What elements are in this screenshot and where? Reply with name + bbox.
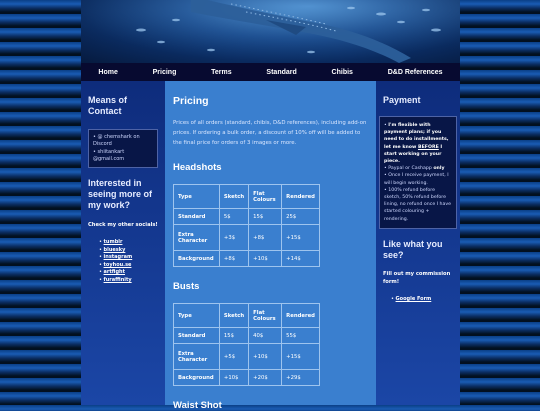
price-cell: +10$ [249, 344, 282, 370]
row-label: Background [174, 251, 220, 267]
price-cell: 40$ [249, 328, 282, 344]
price-cell: +15$ [282, 225, 320, 251]
list-item [99, 269, 158, 277]
busts-title: Busts [173, 281, 200, 292]
contact-box [88, 129, 158, 168]
table-row [174, 209, 320, 225]
price-cell: +20$ [249, 370, 282, 386]
contact-discord: • @ chemshark on Discord [93, 134, 153, 149]
form-links [379, 296, 457, 304]
link-tumblr[interactable]: tumblr [103, 239, 123, 246]
waist-shot-title: Waist Shot [173, 400, 222, 411]
price-cell: +10$ [219, 370, 248, 386]
header-sketch: Sketch [219, 304, 248, 328]
list-item [99, 277, 158, 285]
interested-title: Interested in seeing more of my work? [88, 178, 153, 211]
price-cell: +10$ [249, 251, 282, 267]
table-row [174, 328, 320, 344]
payment-before: BEFORE [418, 144, 439, 150]
header-type: Type [174, 304, 220, 328]
row-label: Extra Character [174, 344, 220, 370]
nav-pricing[interactable]: Pricing [152, 68, 177, 76]
list-item [99, 254, 158, 262]
nav-chibis[interactable]: Chibis [331, 68, 353, 76]
link-google-form[interactable]: Google Form [395, 295, 432, 302]
nav-standard[interactable]: Standard [266, 68, 297, 76]
header-rendered: Rendered [282, 185, 320, 209]
table-header-row [174, 304, 320, 328]
whale-shark-illustration [81, 0, 460, 63]
link-artfight[interactable]: artfight [103, 269, 126, 276]
header-flat-colours: Flat Colours [249, 304, 282, 328]
page-title: Pricing [173, 95, 209, 107]
contact-email: • shiitankart @gmail.com [93, 149, 153, 164]
fill-out-text: Fill out my commission form! [383, 270, 451, 285]
header-type: Type [174, 185, 220, 209]
payment-paypal-only: only [433, 166, 445, 172]
row-label: Background [174, 370, 220, 386]
means-of-contact-title: Means of Contact [88, 95, 128, 116]
nav-dnd-references[interactable]: D&D References [387, 68, 443, 76]
price-cell: +5$ [219, 344, 248, 370]
table-row [174, 344, 320, 370]
price-cell: +14$ [282, 251, 320, 267]
header-flat-colours: Flat Colours [249, 185, 282, 209]
table-row [174, 251, 320, 267]
main-content [165, 81, 376, 411]
payment-title: Payment [383, 95, 421, 105]
socials-list [88, 239, 158, 284]
row-label: Extra Character [174, 225, 220, 251]
row-label: Standard [174, 328, 220, 344]
price-cell: +8$ [219, 251, 248, 267]
list-item [99, 262, 158, 270]
price-cell: +15$ [282, 344, 320, 370]
link-instagram[interactable]: instagram [103, 254, 133, 261]
price-cell: +3$ [219, 225, 248, 251]
pricing-intro: Prices of all orders (standard, chibis, D&D references), including add-on prices. If ordering a bulk order, a discount of 10% off will be added to the final price for orders of 3 images or more. [173, 120, 367, 146]
price-cell: 15$ [249, 209, 282, 225]
page [81, 0, 460, 411]
header-sketch: Sketch [219, 185, 248, 209]
headshots-title: Headshots [173, 162, 222, 173]
price-cell: +29$ [282, 370, 320, 386]
payment-flexible-text-2: I start working on your piece. [384, 144, 443, 165]
payment-flexible-text-1: I'm flexible with payment plans; if you need to do installments, let me know [384, 123, 449, 150]
socials-title: Check my other socials! [88, 222, 158, 229]
left-sidebar [81, 81, 165, 405]
price-cell: 5$ [219, 209, 248, 225]
whale-shark-banner [81, 0, 460, 63]
price-cell: 55$ [282, 328, 320, 344]
list-item [99, 247, 158, 255]
payment-box [379, 116, 457, 229]
link-bluesky[interactable]: bluesky [103, 246, 126, 253]
row-label: Standard [174, 209, 220, 225]
payment-paypal-text: Paypal or Cashapp [388, 166, 434, 172]
payment-paypal [384, 165, 452, 172]
header-rendered: Rendered [282, 304, 320, 328]
list-item [99, 239, 158, 247]
headshots-price-table [173, 184, 320, 267]
table-header-row [174, 185, 320, 209]
top-nav [81, 63, 460, 81]
nav-terms[interactable]: Terms [211, 68, 232, 76]
payment-once-received: • Once I receive payment, I will begin working. [384, 172, 452, 186]
table-row [174, 225, 320, 251]
busts-price-table [173, 303, 320, 386]
nav-home[interactable]: Home [98, 68, 118, 76]
link-toyhouse[interactable]: toyhou.se [103, 261, 132, 268]
link-furaffinity[interactable]: furaffinity [103, 276, 132, 283]
table-row [174, 370, 320, 386]
price-cell: 15$ [219, 328, 248, 344]
right-sidebar [376, 81, 460, 405]
payment-refund: • 100% refund before sketch, 50% refund before lining, no refund once I have started colouring + rendering. [384, 187, 452, 223]
like-title: Like what you see? [383, 238, 443, 260]
payment-flexible [384, 122, 452, 165]
price-cell: 25$ [282, 209, 320, 225]
price-cell: +8$ [249, 225, 282, 251]
list-item [391, 296, 457, 304]
